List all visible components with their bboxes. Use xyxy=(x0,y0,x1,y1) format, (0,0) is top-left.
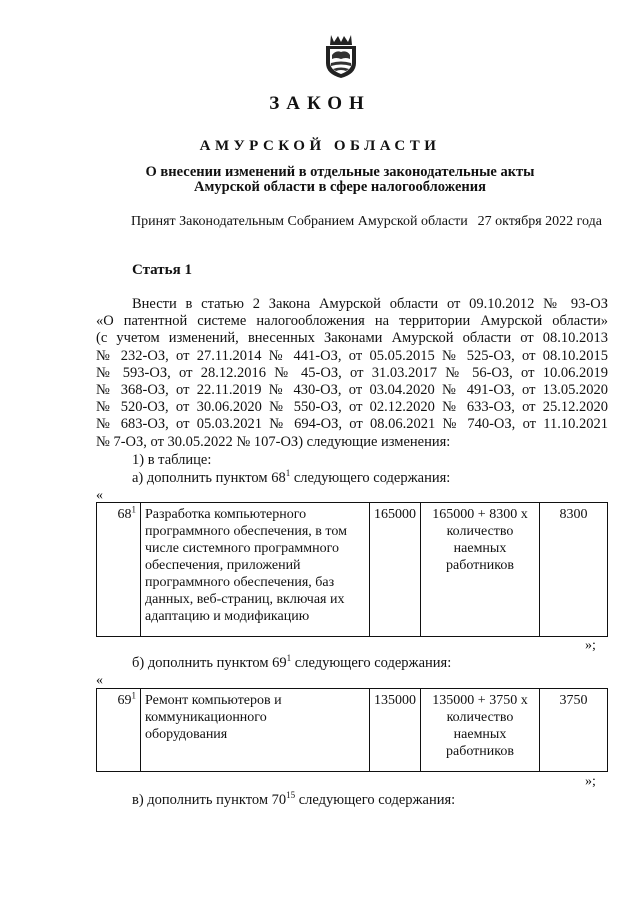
item-b-sup: 1 xyxy=(286,653,292,664)
row-number xyxy=(97,503,141,637)
row-formula xyxy=(421,503,540,637)
table-row xyxy=(97,689,608,772)
item-a xyxy=(132,470,450,487)
article-intro-line: (с учетом изменений, внесенных Законами Амурской области от 08.10.2013 xyxy=(96,330,608,347)
description-line: программного обеспечения, в том xyxy=(145,524,347,539)
row-number-sup: 1 xyxy=(131,504,136,515)
formula-line: 135000 + 3750 х xyxy=(432,693,528,708)
amur-region-coat-of-arms-icon xyxy=(319,33,363,79)
description-line: оборудования xyxy=(145,727,228,742)
adopted-by: Принят Законодательным Собранием Амурской области xyxy=(131,214,468,229)
open-quote: « xyxy=(96,673,103,688)
item-a-sup: 1 xyxy=(285,468,291,479)
formula-line: количество xyxy=(446,524,514,539)
row-value: 8300 xyxy=(540,503,608,637)
adopted-date: 27 октября 2022 года xyxy=(477,214,602,229)
formula-line: наемных xyxy=(453,541,507,556)
row-value: 3750 xyxy=(540,689,608,772)
row-number-text: 69 xyxy=(117,693,132,708)
description-line: Ремонт компьютеров и xyxy=(145,693,282,708)
formula-line: наемных xyxy=(453,727,507,742)
item-b-tail: следующего содержания: xyxy=(291,655,452,671)
article-intro-line: № 593-ОЗ, от 28.12.2016 № 45-ОЗ, от 31.03.2017 № 56-ОЗ, от 10.06.2019 xyxy=(96,364,608,381)
description-line: обеспечения, приложений xyxy=(145,558,301,573)
article-intro-line: «О патентной системе налогообложения на территории Амурской области» xyxy=(96,313,608,330)
item-c-text: в) дополнить пунктом 70 xyxy=(132,792,287,808)
item-b-text: б) дополнить пунктом 69 xyxy=(132,655,287,671)
close-quote: »; xyxy=(585,638,596,653)
description-line: данных, веб-страниц, включая их xyxy=(145,592,345,607)
article-intro-line: № 232-ОЗ, от 27.11.2014 № 441-ОЗ, от 05.05.2015 № 525-ОЗ, от 08.10.2015 xyxy=(96,347,608,364)
row-number xyxy=(97,689,141,772)
description-line: Разработка компьютерного xyxy=(145,507,307,522)
row-number-sup: 1 xyxy=(131,690,136,701)
row-description xyxy=(141,503,370,637)
item-c xyxy=(132,792,455,809)
law-subtitle: АМУРСКОЙ ОБЛАСТИ xyxy=(199,138,441,154)
description-line: программного обеспечения, баз xyxy=(145,575,335,590)
description-line: числе системного программного xyxy=(145,541,339,556)
article-intro-line: № 520-ОЗ, от 30.06.2020 № 550-ОЗ, от 02.12.2020 № 633-ОЗ, от 25.12.2020 xyxy=(96,399,608,416)
table-row xyxy=(97,503,608,637)
close-quote: »; xyxy=(585,774,596,789)
law-description xyxy=(120,165,560,195)
table-item-68-1 xyxy=(96,502,608,637)
formula-line: количество xyxy=(446,710,514,725)
row-description xyxy=(141,689,370,772)
item-a-text: а) дополнить пунктом 68 xyxy=(132,470,286,486)
item-a-tail: следующего содержания: xyxy=(290,470,451,486)
formula-line: 165000 + 8300 х xyxy=(432,507,528,522)
item-b xyxy=(132,655,451,672)
description-line: коммуникационного xyxy=(145,710,267,725)
description-line: адаптацию и модификацию xyxy=(145,609,310,624)
item-1: 1) в таблице: xyxy=(132,452,212,468)
article-intro-line: № 7-ОЗ, от 30.05.2022 № 107-ОЗ) следующие изменения: xyxy=(96,433,451,450)
open-quote: « xyxy=(96,488,103,503)
article-intro-line: № 368-ОЗ, от 22.11.2019 № 430-ОЗ, от 03.04.2020 № 491-ОЗ, от 13.05.2020 xyxy=(96,382,608,399)
article-intro-line: Внести в статью 2 Закона Амурской области от 09.10.2012 № 93-ОЗ xyxy=(132,296,608,312)
row-base-yield: 165000 xyxy=(370,503,421,637)
law-description-line: О внесении изменений в отдельные законодательные акты xyxy=(145,164,535,180)
article-intro xyxy=(96,296,608,451)
item-c-tail: следующего содержания: xyxy=(295,792,456,808)
article-intro-line: № 683-ОЗ, от 05.03.2021 № 694-ОЗ, от 08.06.2021 № 740-ОЗ, от 11.10.2021 xyxy=(96,416,608,433)
formula-line: работников xyxy=(446,744,514,759)
row-number-text: 68 xyxy=(117,507,132,522)
row-base-yield: 135000 xyxy=(370,689,421,772)
article-heading: Статья 1 xyxy=(132,262,192,278)
law-description-line: Амурской области в сфере налогообложения xyxy=(194,179,486,195)
law-title: ЗАКОН xyxy=(269,93,371,114)
formula-line: работников xyxy=(446,558,514,573)
table-item-69-1 xyxy=(96,688,608,772)
row-formula xyxy=(421,689,540,772)
item-c-sup: 15 xyxy=(286,790,296,801)
